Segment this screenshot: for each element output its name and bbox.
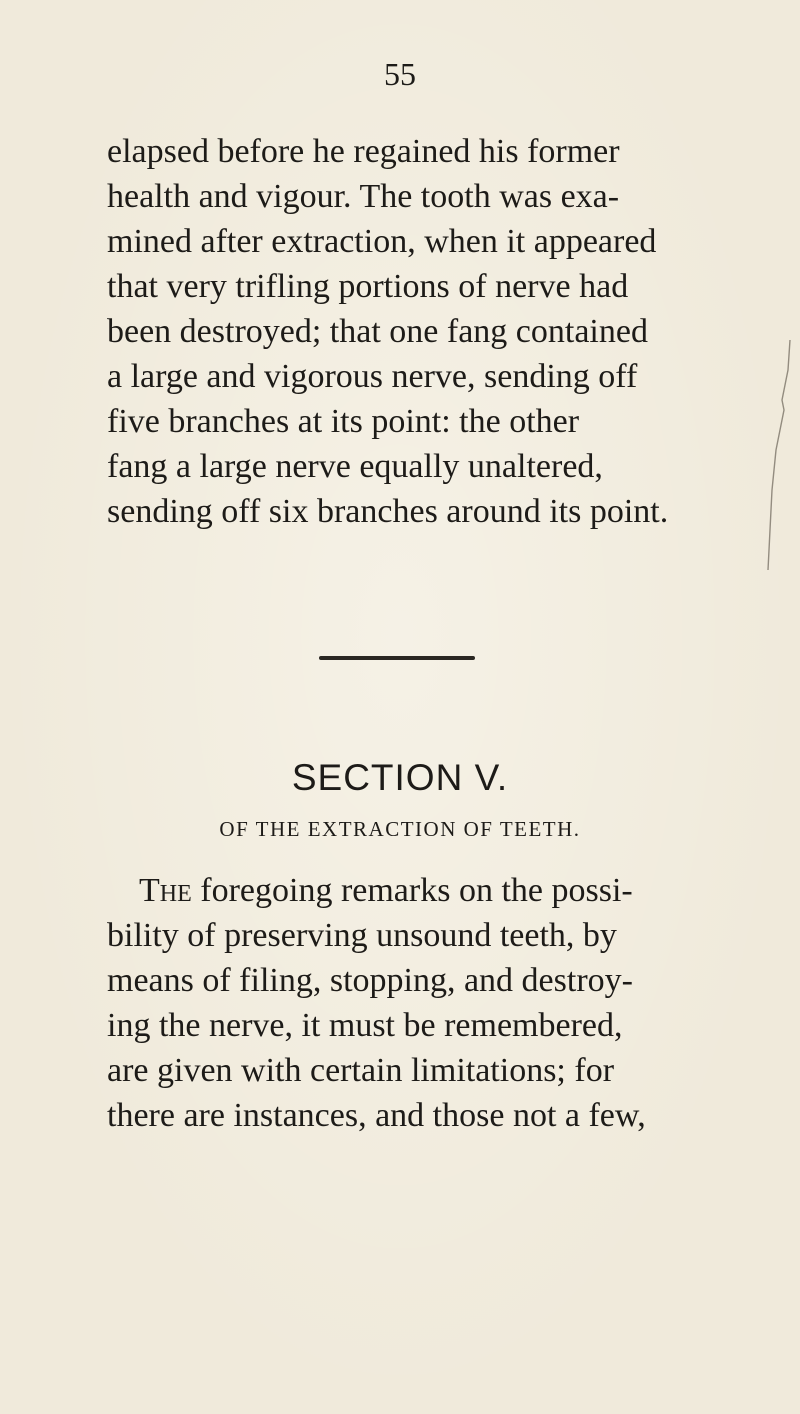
- text-fragment: foregoing remarks on the possi-: [191, 872, 633, 909]
- text-line: fang a large nerve equally unaltered,: [107, 448, 603, 485]
- text-line: are given with certain limitations; for: [107, 1052, 615, 1089]
- drop-word: The: [139, 872, 192, 909]
- section-subtitle: OF THE EXTRACTION OF TEETH.: [219, 817, 581, 841]
- section-heading: SECTION V.: [291, 757, 509, 798]
- text-line: mined after extraction, when it appeared: [107, 223, 657, 260]
- text-line: means of filing, stopping, and destroy-: [107, 962, 633, 999]
- paragraph-bottom: [107, 868, 737, 1138]
- text-line: health and vigour. The tooth was exa-: [107, 178, 620, 215]
- text-line: a large and vigorous nerve, sending off: [107, 358, 638, 395]
- paragraph-top: [107, 129, 737, 534]
- page-number: 55: [384, 56, 416, 92]
- text-line: ing the nerve, it must be remembered,: [107, 1007, 623, 1044]
- text-line-first: [107, 868, 737, 913]
- text-line: there are instances, and those not a few,: [107, 1097, 646, 1134]
- section-divider: [319, 656, 475, 660]
- text-line: been destroyed; that one fang contained: [107, 313, 648, 350]
- text-line: bility of preserving unsound teeth, by: [107, 917, 617, 954]
- text-line: that very trifling portions of nerve had: [107, 268, 629, 305]
- text-line: elapsed before he regained his former: [107, 133, 620, 170]
- margin-pencil-mark: [764, 340, 794, 570]
- text-line: five branches at its point: the other: [107, 403, 580, 440]
- text-line: sending off six branches around its point.: [107, 493, 669, 530]
